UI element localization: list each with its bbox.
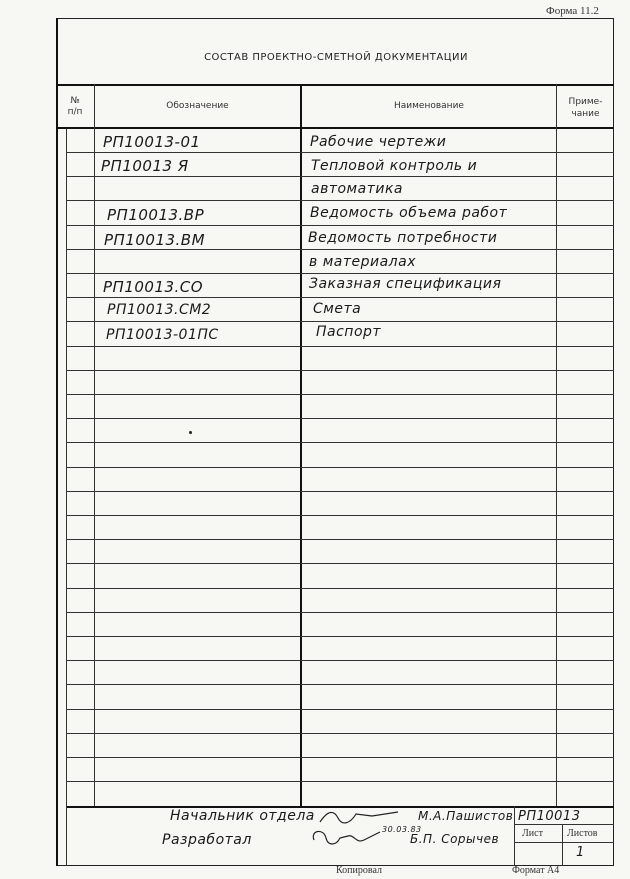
table-row: Ведомость потребности [308,230,498,246]
table-row-line [66,418,614,419]
ink-dot [189,431,192,434]
footer-doc-code: РП10013 [518,809,581,824]
form-label: Форма 11.2 [546,5,599,17]
table-row-line [66,442,614,443]
table-row-line [66,249,614,250]
table-row-line [66,394,614,395]
table-row-line [66,176,614,177]
table-row-line [66,757,614,758]
table-row-line [66,636,614,637]
table-row-line [66,709,614,710]
table-row: РП10013.ВР [107,206,205,224]
footer-copied: Копировал [336,865,382,876]
table-row-line [66,612,614,613]
table-row: РП10013.СМ2 [107,302,212,318]
table-row-line [66,225,614,226]
document-title: СОСТАВ ПРОЕКТНО-СМЕТНОЙ ДОКУМЕНТАЦИИ [204,52,468,63]
table-row-line [66,273,614,274]
footer-role-developer: Разработал [162,832,252,848]
table-row-line [66,660,614,661]
inner-margin-line [66,129,67,806]
table-row-line [66,467,614,468]
table-row-line [66,346,614,347]
table-row-line [66,684,614,685]
table-row-line [66,588,614,589]
table-row-line [66,152,614,153]
table-row-line [66,781,614,782]
table-row-line [66,491,614,492]
footer-person-head: М.А.Пашистов [418,809,514,823]
table-row: РП10013.ВМ [104,231,206,249]
table-row-line [66,733,614,734]
footer-sheets-label: Листов [567,828,598,839]
footer-date: 30.03.83 [382,825,422,834]
table-row: РП10013-01 [103,133,201,151]
footer-format: Формат А4 [512,865,560,876]
signature-2 [308,826,388,850]
table-row: РП10013 Я [101,157,189,175]
table-row-line [66,321,614,322]
col-num-header: № п/п [67,96,83,117]
table-row: Паспорт [316,324,382,340]
footer-sheets-value: 1 [576,845,585,860]
col-designation-header: Обозначение [166,101,229,111]
table-row-line [66,297,614,298]
table-row: Смета [313,301,362,317]
table-row-line [66,370,614,371]
table-row: в материалах [309,254,416,270]
footer-sheet-label: Лист [522,828,543,839]
table-row: РП10013-01ПС [106,327,219,343]
table-row-line [66,563,614,564]
col-name-header: Наименование [394,101,464,111]
table-row-line [66,515,614,516]
col-note-header: Приме- чание [568,97,603,119]
table-row: РП10013.СО [103,278,204,296]
table-row: Ведомость объема работ [310,205,508,221]
footer-role-head: Начальник отдела [170,808,315,824]
table-row-line [66,539,614,540]
table-row: Тепловой контроль и [311,158,478,174]
table-row: Заказная спецификация [309,276,502,292]
footer-person-developer: Б.П. Сорычев [410,832,500,846]
table-row: Рабочие чертежи [310,134,447,150]
table-row: автоматика [311,181,403,197]
table-row-line [66,200,614,201]
